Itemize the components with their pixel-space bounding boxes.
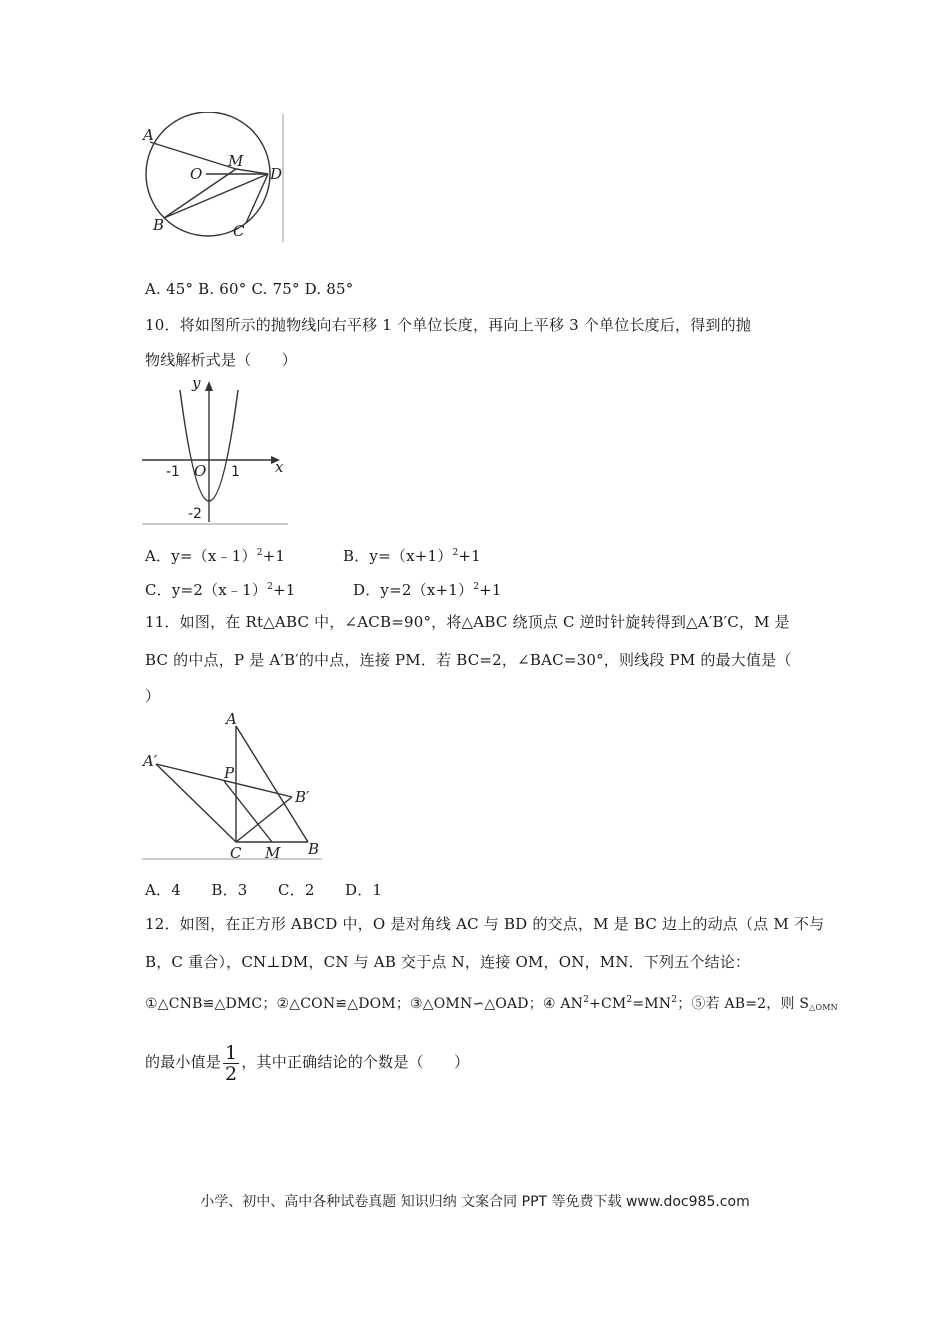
circle-figure <box>140 112 290 246</box>
page-footer: 小学、初中、高中各种试卷真题 知识归纳 文案合同 PPT 等免费下载 www.doc985.com <box>200 1194 750 1210</box>
q12-line1: 12．如图，在正方形 ABCD 中，O 是对角线 AC 与 BD 的交点，M 是 BC 边上的动点（点 M 不与 <box>145 915 825 933</box>
q12-line3: ①△CNB≌△DMC；②△CON≌△DOM；③△OMN∽△OAD；④ $AN^2+CM^2=MN^2$；⑤若 AB=2，则 $S_{\triangle OMN}$ <box>145 995 838 1012</box>
label-M: M <box>228 152 244 170</box>
q10-line2: 物线解析式是（ ） <box>145 351 298 369</box>
q12-line2: B，C 重合），CN⊥DM，CN 与 AB 交于点 N，连接 OM，ON，MN．下列五个结论： <box>145 953 751 971</box>
q11-options: A．4 B．3 C．2 D．1 <box>145 881 383 899</box>
q9-options: A. 45° B. 60° C. 75° D. 85° <box>145 280 354 298</box>
fraction-one-half: $\frac{1}{2}$ <box>225 1041 238 1085</box>
label-one: 1 <box>231 464 240 480</box>
label-M: M <box>265 844 281 862</box>
label-A-prime: A′ <box>143 752 158 770</box>
label-x: x <box>275 458 284 476</box>
rotation-figure <box>140 712 326 864</box>
label-C: C <box>233 222 245 240</box>
label-D: D <box>270 165 283 183</box>
q10-option-c: C．y=2（x﹣1）$^2$+1 <box>145 581 296 599</box>
label-B: B <box>153 216 165 234</box>
label-A: A <box>143 126 154 144</box>
q10-option-b: B．$y=(x+1)^2+1$ <box>343 547 481 565</box>
label-C: C <box>230 844 242 862</box>
q11-line1: 11．如图，在 Rt△ABC 中，∠ACB=90°，将△ABC 绕顶点 C 逆时针旋转得到△A′B′C，M 是 <box>145 613 790 631</box>
label-y: y <box>192 374 201 392</box>
label-neg1: -1 <box>166 464 180 480</box>
label-A: A <box>226 712 237 728</box>
q12-line4: 的最小值是 $\frac{1}{2}$ ，其中正确结论的个数是（ ） <box>145 1041 470 1085</box>
label-P: P <box>224 764 235 782</box>
q10-option-d: D．$y=2(x+1)^2+1$ <box>353 581 502 599</box>
label-origin: O <box>194 462 207 480</box>
label-neg2: -2 <box>188 506 202 522</box>
label-B-prime: B′ <box>295 788 310 806</box>
q10-line1: 10．将如图所示的抛物线向右平移 1 个单位长度，再向上平移 3 个单位长度后，得到的抛 <box>145 316 752 334</box>
q11-line3: ） <box>145 687 161 705</box>
label-B: B <box>308 840 320 858</box>
label-O: O <box>190 165 203 183</box>
parabola-figure <box>140 372 292 528</box>
q11-line2: BC 的中点，P 是 A′B′的中点，连接 PM．若 BC=2，∠BAC=30°，则线段 PM 的最大值是（ <box>145 651 792 669</box>
q10-option-a: A．y=（x﹣1）$^2$+1 <box>145 547 286 565</box>
